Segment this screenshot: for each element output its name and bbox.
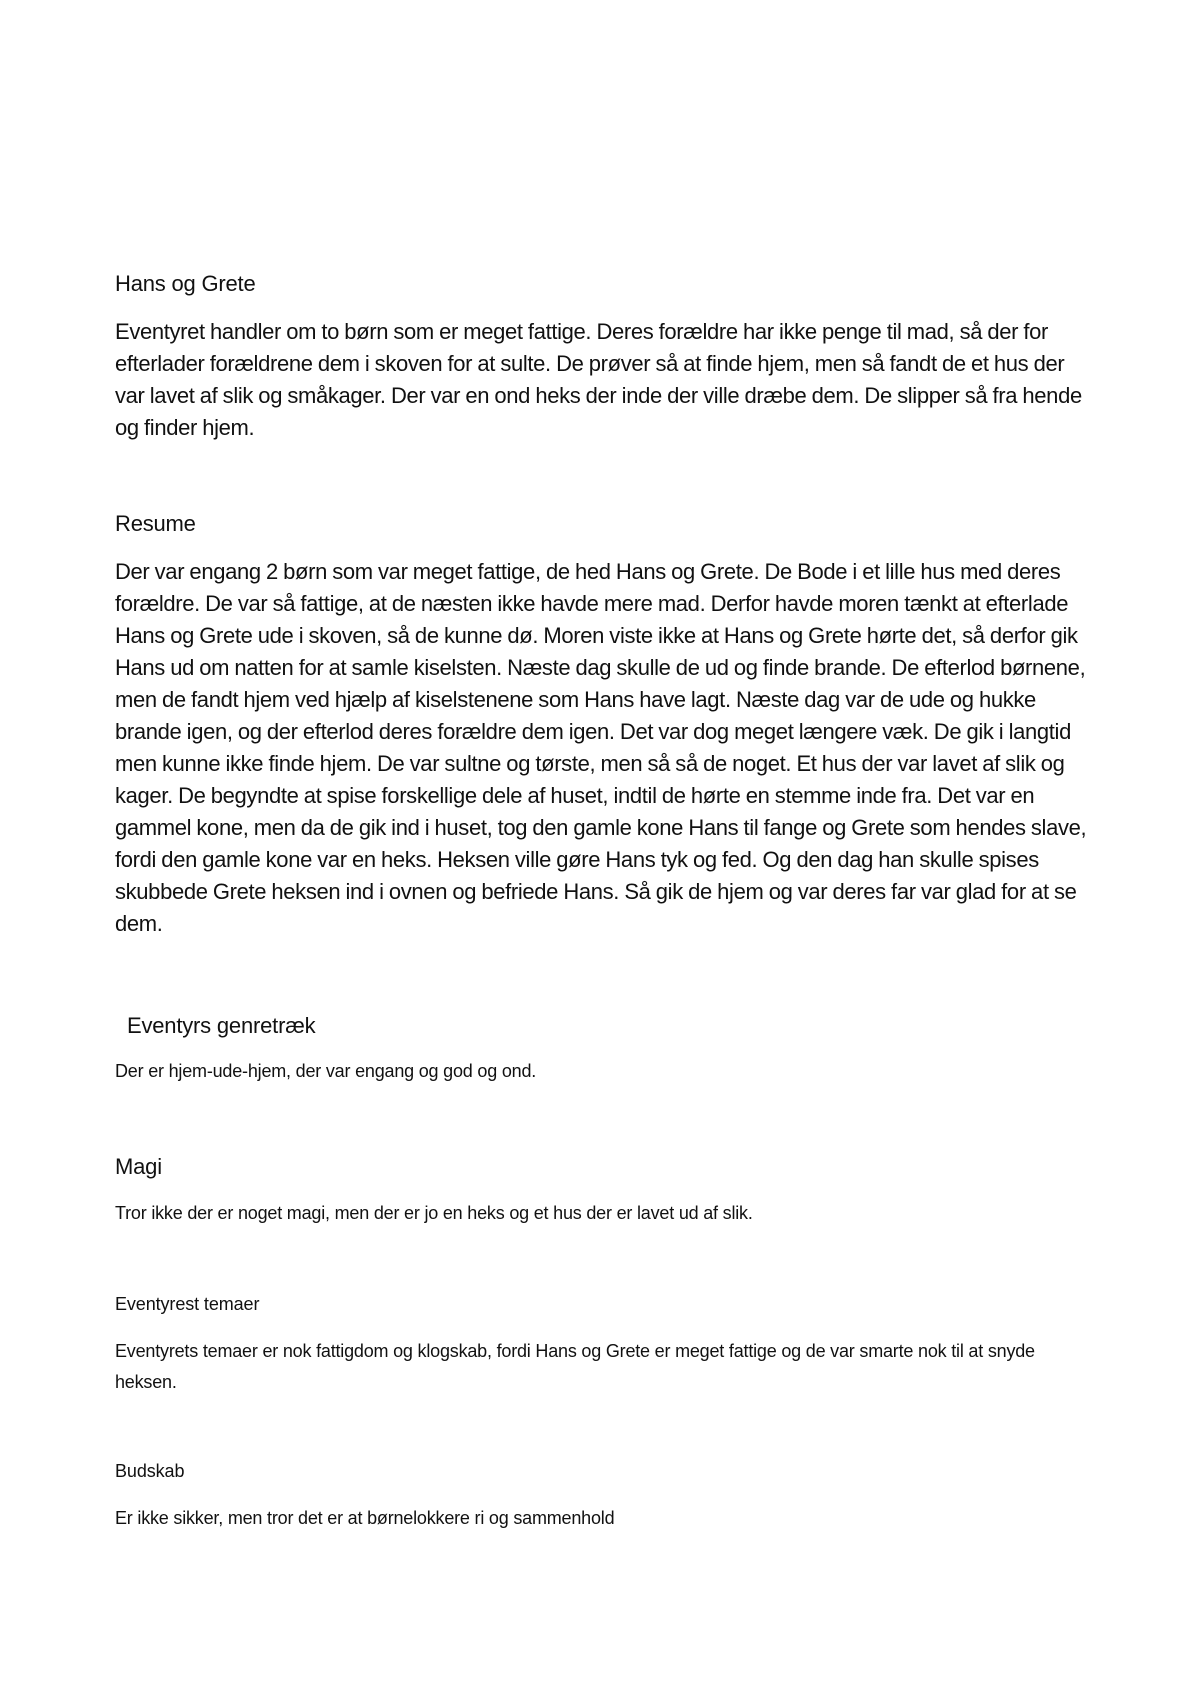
resume-heading: Resume bbox=[115, 511, 196, 536]
budskab-heading: Budskab bbox=[115, 1461, 185, 1481]
temaer-paragraph: Eventyrets temaer er nok fattigdom og klogskab, fordi Hans og Grete er meget fattige og de var smarte nok til at snyde heksen. bbox=[115, 1341, 1035, 1392]
genretraek-heading: Eventyrs genretræk bbox=[127, 1013, 316, 1038]
resume-paragraph: Der var engang 2 børn som var meget fattige, de hed Hans og Grete. De Bode i et lille hus med deres forældre. De var så fattige, at de næsten ikke havde mere mad. Derfor havde moren tænkt at efterlade Hans og Grete ude i skoven, så de kunne dø. Moren viste ikke at Hans og Grete hørte det, så derfor gik Hans ud om natten for at samle kiselsten. Næste dag skulle de ud og finde brande. De efterlod børnene, men de fandt hjem ved hjælp af kiselstenene som Hans have lagt. Næste dag var de ude og hukke brande igen, og der efterlod deres forældre dem igen. Det var dog meget længere væk. De gik i langtid men kunne ikke finde hjem. De var sultne og tørste, men så så de noget. Et hus der var lavet af slik og kager. De begyndte at spise forskellige dele af huset, indtil de hørte en stemme inde fra. Det var en gammel kone, men da de gik ind i huset, tog den gamle kone Hans til fange og Grete som hendes slave, fordi den gamle kone var en heks. Heksen ville gøre Hans tyk og fed. Og den dag han skulle spises skubbede Grete heksen ind i ovnen og befriede Hans. Så gik de hjem og var deres far var glad for at se dem. bbox=[115, 559, 1087, 936]
temaer-heading: Eventyrest temaer bbox=[115, 1294, 260, 1314]
intro-paragraph: Eventyret handler om to børn som er meget fattige. Deres forældre har ikke penge til mad, så der for efterlader forældrene dem i skoven for at sulte. De prøver så at finde hjem, men så fandt de et hus der var lavet af slik og småkager. Der var en ond heks der inde der ville dræbe dem. De slipper så fra hende og finder hjem. bbox=[115, 319, 1082, 440]
document-title: Hans og Grete bbox=[115, 271, 256, 296]
genretraek-paragraph: Der er hjem-ude-hjem, der var engang og god og ond. bbox=[115, 1061, 537, 1081]
magi-paragraph: Tror ikke der er noget magi, men der er jo en heks og et hus der er lavet ud af slik. bbox=[115, 1203, 753, 1223]
magi-heading: Magi bbox=[115, 1154, 162, 1179]
budskab-paragraph: Er ikke sikker, men tror det er at børnelokkere ri og sammenhold bbox=[115, 1508, 615, 1528]
